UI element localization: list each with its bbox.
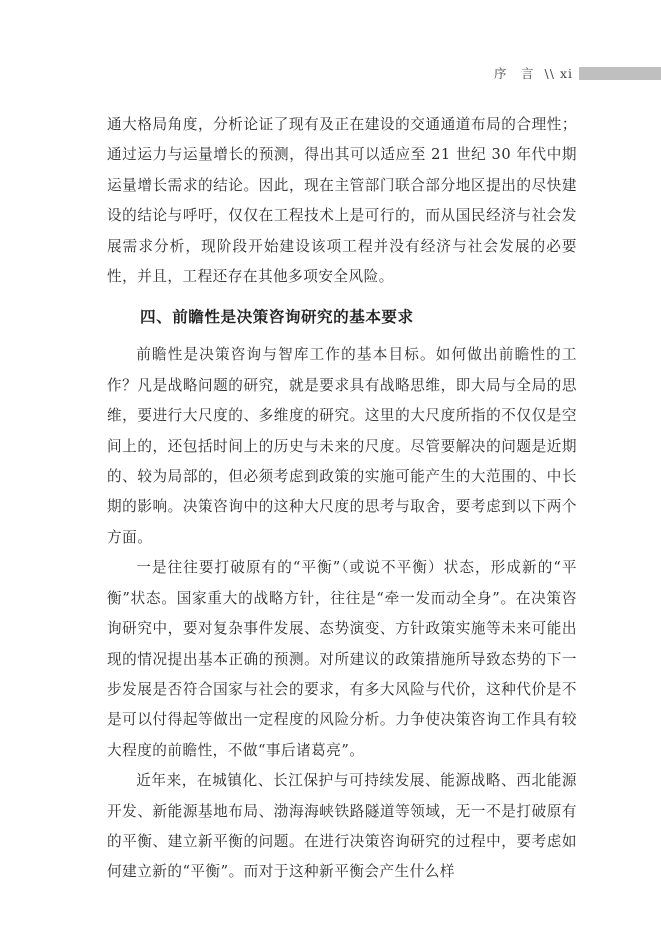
paragraph: 前瞻性是决策咨询与智库工作的基本目标。如何做出前瞻性的工作？凡是战略问题的研究，就是要求具有战略思维，即大局与全局的思维，要进行大尺度的、多维度的研究。这里的大尺度所指的不仅仅是空间上的，还包括时间上的历史与未来的尺度。尽管要解决的问题是近期的、较为局部的，但必须考虑到政策的实施可能产生的大范围的、中长期的影响。决策咨询中的这种大尺度的思考与取舍，要考虑到以下两个方面。	[107, 346, 577, 546]
head-separator: \\	[544, 66, 555, 81]
body-text	[107, 110, 577, 888]
paragraph-continued: 通大格局角度，分析论证了现有及正在建设的交通通道布局的合理性；通过运力与运量增长的预测，得出其可以适应至 21 世纪 30 年代中期运量增长需求的结论。因此，现在主管部门联合部分地区提出的尽快建设的结论与呼吁，仅仅在工程技术上是可行的，而从国民经济与社会发展需求分析，现阶段开始建设该项工程并没有经济与社会发展的必要性，并且，工程还存在其他多项安全风险。	[107, 116, 577, 286]
running-head	[0, 62, 661, 84]
running-head-label	[494, 64, 573, 82]
section-heading: 四、前瞻性是决策咨询研究的基本要求	[140, 308, 414, 327]
chapter-title: 序 言	[494, 66, 535, 81]
paragraph: 近年来，在城镇化、长江保护与可持续发展、能源战略、西北能源开发、新能源基地布局、渤海海峡铁路隧道等领域，无一不是打破原有的平衡、建立新平衡的问题。在进行决策咨询研究的过程中，要考虑如何建立新的“平衡”。而对于这种新平衡会产生什么样	[107, 772, 577, 881]
paragraph: 一是往往要打破原有的“平衡”（或说不平衡）状态，形成新的“平衡”状态。国家重大的战略方针，往往是“牵一发而动全身”。在决策咨询研究中，要对复杂事件发展、态势演变、方针政策实施等未来可能出现的情况提出基本正确的预测。对所建议的政策措施所导致态势的下一步发展是否符合国家与社会的要求，有多大风险与代价，这种代价是不是可以付得起等做出一定程度的风险分析。力争使决策咨询工作具有较大程度的前瞻性，不做“事后诸葛亮”。	[107, 559, 577, 759]
page-number: xi	[559, 66, 573, 81]
running-head-bar	[579, 67, 661, 80]
